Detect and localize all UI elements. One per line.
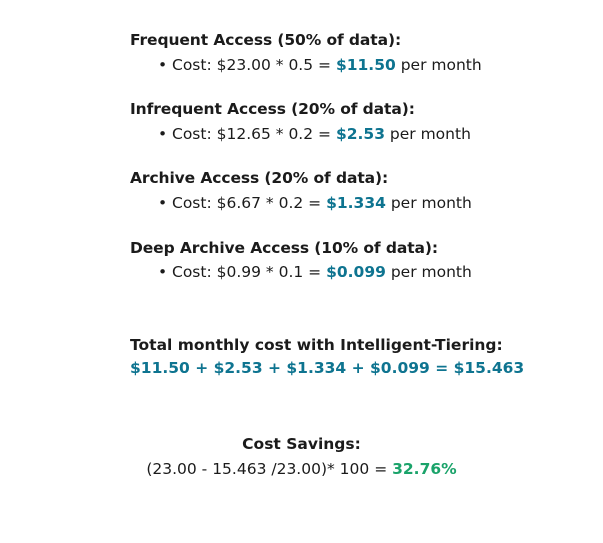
total-heading: Total monthly cost with Intelligent-Tiering: [130, 335, 503, 354]
section-heading: Archive Access (20% of data): [130, 169, 389, 188]
savings-percentage: 32.76% [392, 459, 457, 478]
section-archive-access [40, 168, 563, 215]
bullet-list [130, 192, 563, 215]
cost-period: per month [385, 263, 472, 282]
bullet-list [130, 123, 563, 146]
section-heading: Frequent Access (50% of data): [130, 31, 402, 49]
list-item [158, 261, 563, 284]
cost-value: $1.334 [326, 194, 386, 213]
section-infrequent-access [40, 99, 563, 146]
cost-period: per month [385, 194, 472, 213]
savings-formula: (23.00 - 15.463 /23.00)* 100 = [146, 459, 393, 478]
section-heading: Deep Archive Access (10% of data): [130, 238, 438, 257]
list-item [158, 54, 563, 77]
section-deep-archive-access [40, 238, 563, 285]
cost-expression: Cost: $12.65 * 0.2 = [172, 125, 336, 144]
total-sum-line: $11.50 + $2.53 + $1.334 + $0.099 = $15.463 [130, 359, 525, 378]
bullet-list [130, 54, 563, 77]
cost-expression: Cost: $6.67 * 0.2 = [172, 194, 327, 213]
cost-savings-block [40, 434, 563, 480]
savings-heading: Cost Savings: [242, 435, 361, 454]
cost-period: per month [395, 55, 482, 74]
cost-value: $0.099 [326, 263, 386, 282]
section-heading: Infrequent Access (20% of data): [130, 100, 415, 119]
cost-period: per month [384, 125, 471, 144]
savings-formula-line [40, 459, 563, 481]
total-monthly-cost-block [40, 335, 563, 380]
cost-value: $2.53 [335, 125, 385, 144]
list-item [158, 123, 563, 146]
cost-value: $11.50 [335, 55, 396, 74]
cost-expression: Cost: $0.99 * 0.1 = [172, 263, 327, 282]
list-item [158, 192, 563, 215]
cost-expression: Cost: $23.00 * 0.5 = [172, 55, 336, 74]
section-frequent-access [40, 30, 563, 77]
bullet-list [130, 261, 563, 284]
